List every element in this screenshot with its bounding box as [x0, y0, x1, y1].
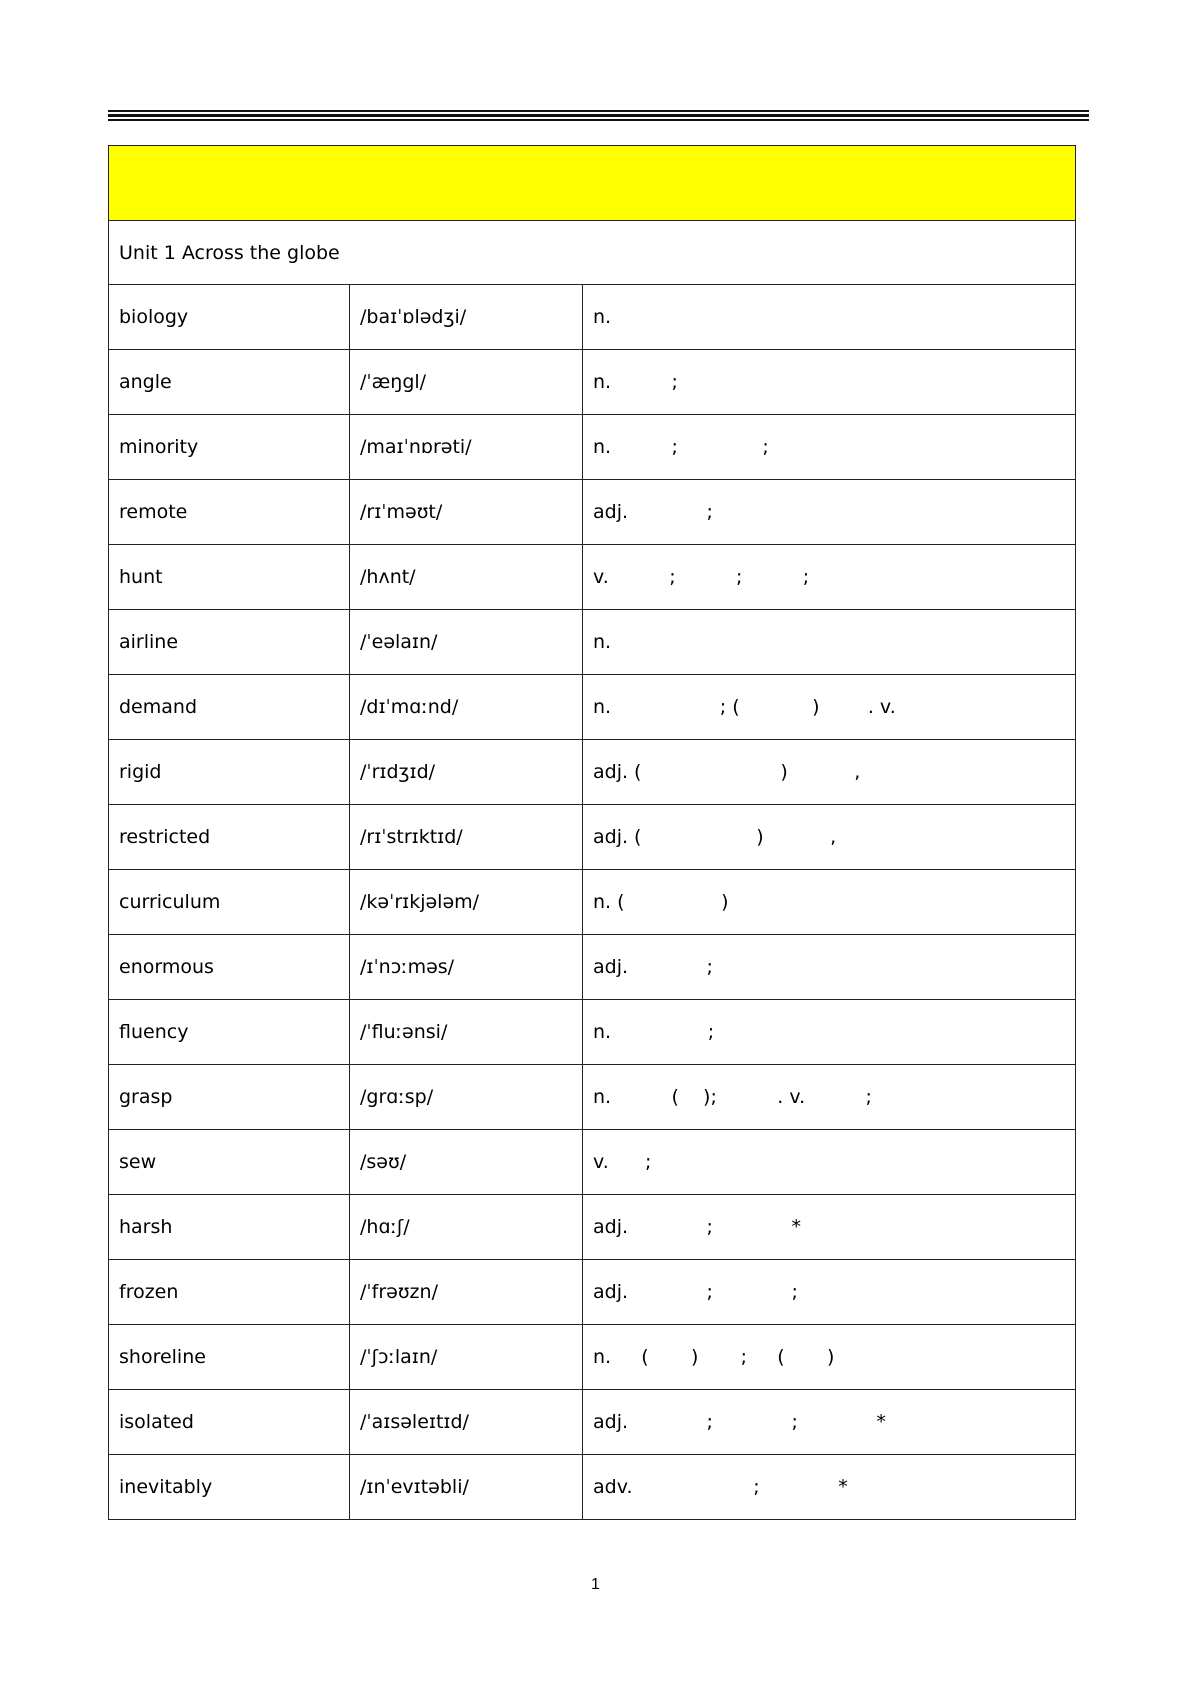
meaning-cell: adj. ( ) ,: [583, 740, 1076, 805]
phonetic-cell: /rɪˈməʊt/: [350, 480, 583, 545]
meaning-cell: n. ; ;: [583, 415, 1076, 480]
phonetic-cell: /ɪnˈevɪtəbli/: [350, 1455, 583, 1520]
word-cell: hunt: [109, 545, 350, 610]
word-cell: harsh: [109, 1195, 350, 1260]
meaning-cell: n.: [583, 610, 1076, 675]
phonetic-cell: /hɑːʃ/: [350, 1195, 583, 1260]
phonetic-cell: /baɪˈɒlədʒi/: [350, 285, 583, 350]
word-cell: enormous: [109, 935, 350, 1000]
table-row: [109, 805, 1076, 870]
word-cell: isolated: [109, 1390, 350, 1455]
word-cell: fluency: [109, 1000, 350, 1065]
word-cell: sew: [109, 1130, 350, 1195]
rule-line: [108, 119, 1089, 121]
word-cell: angle: [109, 350, 350, 415]
phonetic-cell: /ˈfluːənsi/: [350, 1000, 583, 1065]
table-row: [109, 1455, 1076, 1520]
table-row: [109, 870, 1076, 935]
phonetic-cell: /ˈaɪsəleɪtɪd/: [350, 1390, 583, 1455]
meaning-cell: adj. ;: [583, 935, 1076, 1000]
phonetic-cell: /kəˈrɪkjələm/: [350, 870, 583, 935]
meaning-cell: v. ;: [583, 1130, 1076, 1195]
meaning-cell: adj. ( ) ,: [583, 805, 1076, 870]
phonetic-cell: /səʊ/: [350, 1130, 583, 1195]
table-row: [109, 1260, 1076, 1325]
table-row: [109, 935, 1076, 1000]
word-cell: airline: [109, 610, 350, 675]
highlighted-header-cell: [109, 146, 1076, 221]
table-row: [109, 675, 1076, 740]
meaning-cell: adj. ; *: [583, 1195, 1076, 1260]
word-cell: frozen: [109, 1260, 350, 1325]
rule-line: [108, 110, 1089, 112]
phonetic-cell: /ˈʃɔːlaɪn/: [350, 1325, 583, 1390]
meaning-cell: n. ( ); . v. ;: [583, 1065, 1076, 1130]
meaning-cell: v. ; ; ;: [583, 545, 1076, 610]
phonetic-cell: /rɪˈstrɪktɪd/: [350, 805, 583, 870]
vocabulary-table: [108, 145, 1076, 1520]
meaning-cell: n. ; ( ) . v.: [583, 675, 1076, 740]
word-cell: rigid: [109, 740, 350, 805]
table-row: [109, 480, 1076, 545]
phonetic-cell: /ˈfrəʊzn/: [350, 1260, 583, 1325]
meaning-cell: adj. ; ;: [583, 1260, 1076, 1325]
table-row: [109, 1065, 1076, 1130]
table-row: [109, 740, 1076, 805]
table-row: [109, 415, 1076, 480]
phonetic-cell: /ˈrɪdʒɪd/: [350, 740, 583, 805]
meaning-cell: n. ;: [583, 350, 1076, 415]
word-cell: grasp: [109, 1065, 350, 1130]
phonetic-cell: /dɪˈmɑːnd/: [350, 675, 583, 740]
word-cell: demand: [109, 675, 350, 740]
word-cell: minority: [109, 415, 350, 480]
table-row: [109, 545, 1076, 610]
table-row: [109, 1000, 1076, 1065]
phonetic-cell: /grɑːsp/: [350, 1065, 583, 1130]
meaning-cell: n. ( ) ; ( ): [583, 1325, 1076, 1390]
meaning-cell: adj. ;: [583, 480, 1076, 545]
phonetic-cell: /ˈæŋgl/: [350, 350, 583, 415]
phonetic-cell: /ɪˈnɔːməs/: [350, 935, 583, 1000]
meaning-cell: n. ;: [583, 1000, 1076, 1065]
word-cell: curriculum: [109, 870, 350, 935]
highlighted-header-row: [109, 146, 1076, 221]
meaning-cell: n.: [583, 285, 1076, 350]
word-cell: shoreline: [109, 1325, 350, 1390]
word-cell: biology: [109, 285, 350, 350]
table-row: [109, 1325, 1076, 1390]
table-row: [109, 1130, 1076, 1195]
table-row: [109, 285, 1076, 350]
table-row: [109, 1195, 1076, 1260]
rule-line: [108, 114, 1089, 117]
phonetic-cell: /maɪˈnɒrəti/: [350, 415, 583, 480]
meaning-cell: adv. ; *: [583, 1455, 1076, 1520]
meaning-cell: adj. ; ; *: [583, 1390, 1076, 1455]
page-number: 1: [591, 1576, 600, 1593]
table-row: [109, 350, 1076, 415]
table-row: [109, 1390, 1076, 1455]
top-rule: [108, 110, 1089, 121]
word-cell: restricted: [109, 805, 350, 870]
unit-title-row: [109, 221, 1076, 285]
meaning-cell: n. ( ): [583, 870, 1076, 935]
table-row: [109, 610, 1076, 675]
word-cell: inevitably: [109, 1455, 350, 1520]
phonetic-cell: /hʌnt/: [350, 545, 583, 610]
unit-title: Unit 1 Across the globe: [109, 221, 1076, 285]
word-cell: remote: [109, 480, 350, 545]
phonetic-cell: /ˈeəlaɪn/: [350, 610, 583, 675]
